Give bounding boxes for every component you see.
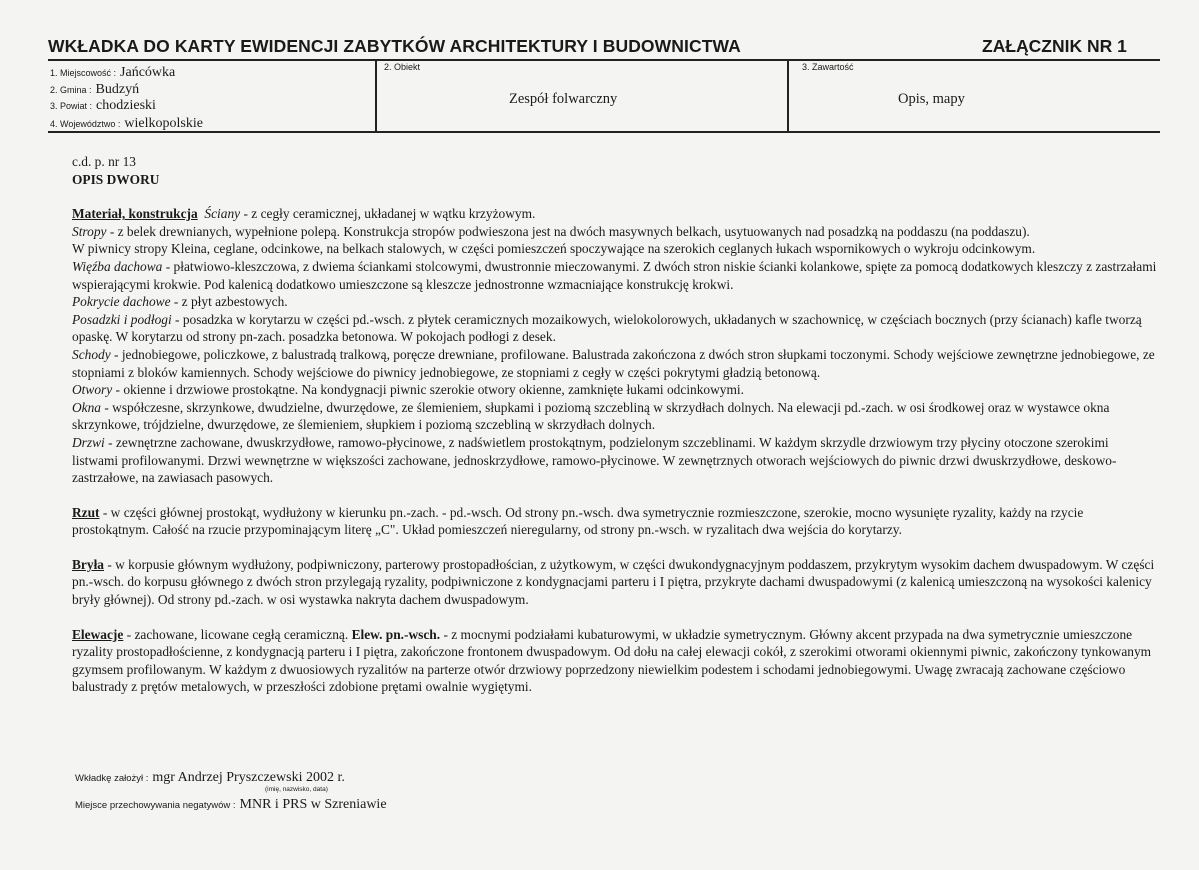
author-line [75, 768, 345, 786]
annex-number: ZAŁĄCZNIK NR 1 [982, 36, 1127, 56]
material-paragraph: Materiał, konstrukcja Ściany - z cegły ceramicznej, układanej w wątku krzyżowym. [72, 206, 536, 222]
location-powiat [50, 96, 156, 114]
rzut-title: Rzut [72, 504, 100, 520]
otwory-paragraph: Otwory - okienne i drzwiowe prostokątne. Na kondygnacji piwnic szerokie otwory okienne, zamknięte łukami odcinkowymi. [72, 382, 744, 398]
bryla-paragraph: Bryła - w korpusie głównym wydłużony, podpiwniczony, parterowy prostopadłościan, z użytkowym, w części dwukondygnacyjnym poddaszem, przykrytym wysokim dachem dwuspadowym. W części pn.-wsch. do korpusu głównego z dwóch stron przylegają ryzality, podpiwniczone z kondygnacjami parteru i I piętra, przykryte dachami dwuspadowymi (z kalenicą umieszczoną na wysokości kalenicy bryły głównej). Od strony pd.-zach. w osi wystawka nakryta dachem dwuspadowym. [72, 556, 1155, 608]
header-divider-2 [787, 60, 789, 132]
object-value: Zespół folwarczny [509, 91, 618, 107]
powiat-value: chodzieski [96, 98, 156, 113]
author-value: mgr Andrzej Pryszczewski 2002 r. [152, 770, 345, 785]
header-bottom-rule [48, 131, 1160, 133]
section-heading: OPIS DWORU [72, 171, 160, 187]
bryla-title: Bryła [72, 556, 104, 572]
author-note: (imię, nazwisko, data) [265, 786, 328, 793]
schody-paragraph: Schody - jednobiegowe, policzkowe, z balustradą tralkową, poręcze drewniane, profilowane. Balustrada zakończona z dwóch stron słupkami toczonymi. Schody wejściowe zewnętrzne jednobiegowe, ze stopniami z bloków kamiennych. Schody wejściowe do piwnicy jednobiegowe, ze stopniami z cegły w części pokrytymi gładzią betonową. [72, 346, 1155, 380]
header-divider-1 [375, 60, 377, 132]
contents-value: Opis, mapy [898, 91, 965, 107]
stropy-paragraph: Stropy - z belek drewnianych, wypełnione polepą. Konstrukcja stropów podwieszona jest na dwóch masywnych belkach, usytuowanych nad posadzką na poddaszu (na poddaszu). [72, 223, 1030, 239]
gmina-value: Budzyń [95, 82, 140, 97]
contents-label: 3. Zawartość [802, 62, 854, 72]
storage-line [75, 795, 387, 813]
miejscowosc-label: 1. Miejscowość : [50, 68, 117, 78]
miejscowosc-value: Jańcówka [120, 65, 176, 80]
location-miejscowosc [50, 63, 175, 81]
piwnica-paragraph: W piwnicy stropy Kleina, ceglane, odcinkowe, na belkach stalowych, w części pomieszczeń spoczywające na szerokich ceglanych łukach wspornikowych o wykroju odcinkowym. [72, 241, 1036, 257]
okna-paragraph: Okna - współczesne, skrzynkowe, dwudzielne, dwurzędowe, ze ślemieniem, słupkami i poziomą szczebliną w skrzydłach dolnych. Na elewacji pd.-zach. w osi środkowej oraz w wystawce okna skrzynkowe, trójdzielne, dwurzędowe, ze ślemieniem, słupkiem i poziomą szczebliną w skrzydłach dolnych. [72, 399, 1110, 433]
continuation-note: c.d. p. nr 13 [72, 154, 136, 169]
material-title: Materiał, konstrukcja [72, 206, 198, 222]
location-wojewodztwo [50, 114, 203, 132]
gmina-label: 2. Gmina : [50, 85, 92, 95]
powiat-label: 3. Powiat : [50, 101, 93, 111]
rzut-paragraph: Rzut - w części głównej prostokąt, wydłużony w kierunku pn.-zach. - pd.-wsch. Od strony pn.-wsch. dwa symetrycznie rozmieszczone, szerokie, mocno wysunięte ryzality, każdy na rzycie prostokątnym. Całość na rzucie przypominającym literę „C". Układ pomieszczeń nieregularny, od strony pn.-wsch. w ryzalitach dwa wejścia do korytarzy. [72, 504, 1084, 538]
header-top-rule [48, 59, 1160, 61]
elewacje-title: Elewacje [72, 626, 124, 642]
wojewodztwo-label: 4. Województwo : [50, 119, 121, 129]
object-label: 2. Obiekt [384, 62, 421, 72]
storage-value: MNR i PRS w Szreniawie [239, 797, 387, 812]
elewacje-paragraph: Elewacje - zachowane, licowane cegłą ceramiczną. Elew. pn.-wsch. - z mocnymi podziałami kubaturowymi, w układzie symetrycznym. Główny akcent przypada na dwa symetrycznie umieszczone ryzality prostopadłościenne, z kondygnacją parteru i I piętra, zakończone frontonem dwuspadowym. Od dołu na całej elewacji cokół, z szerokimi otworami okiennymi piwnic, zakończony tynkowanym gzymsem profilowanym. W każdym z dwuosiowych ryzalitów na parterze otwór drzwiowy poprzedzony niewielkim podestem i schodami jednobiegowymi. Uwagę zwracają zachowane częściowo balustrady z prętów metalowych, w przeszłości zdobione prętami owalnie wygiętymi. [72, 626, 1152, 695]
storage-label: Miejsce przechowywania negatywów : [75, 800, 236, 811]
posadzki-paragraph: Posadzki i podłogi - posadzka w korytarzu w części pd.-wsch. z płytek ceramicznych mozaikowych, wielokolorowych, układanych w szachownicę, w częściach bocznych (przy ścianach) kafle tworzą opaskę. W korytarzu od strony pn-zach. posadzka betonowa. W pokojach podłogi z desek. [72, 311, 1142, 345]
card-title: WKŁADKA DO KARTY EWIDENCJI ZABYTKÓW ARCHITEKTURY I BUDOWNICTWA [48, 36, 741, 56]
pokrycie-paragraph: Pokrycie dachowe - z płyt azbestowych. [72, 294, 288, 310]
author-label: Wkładkę założył : [75, 773, 149, 784]
wiezba-paragraph: Więźba dachowa - płatwiowo-kleszczowa, z dwiema ściankami stolcowymi, dwustronnie mieczowanymi. Z dwóch stron niskie ścianki kolankowe, spięte za pomocą dodatkowych kleszczy z zastrzałami wspierającymi krokwie. Pod kalenicą dodatkowo umieszczone są kleszcze jednostronne wzmacniające konstrukcję krokwi. [72, 258, 1157, 292]
description-body [72, 153, 1157, 696]
drzwi-paragraph: Drzwi - zewnętrzne zachowane, dwuskrzydłowe, ramowo-płycinowe, z nadświetlem prostokątnym, podzielonym szczeblinami. W każdym skrzydle drzwiowym trzy płyciny otoczone szerokimi listwami profilowanymi. Drzwi wewnętrzne w większości zachowane, jednoskrzydłowe, ramowo-płycinowe. W zewnętrznych otworach wejściowych do piwnic drzwi dwuskrzydłowe, deskowo-zastrzałowe, na zawiasach pasowych. [72, 434, 1117, 486]
wojewodztwo-value: wielkopolskie [124, 116, 203, 131]
